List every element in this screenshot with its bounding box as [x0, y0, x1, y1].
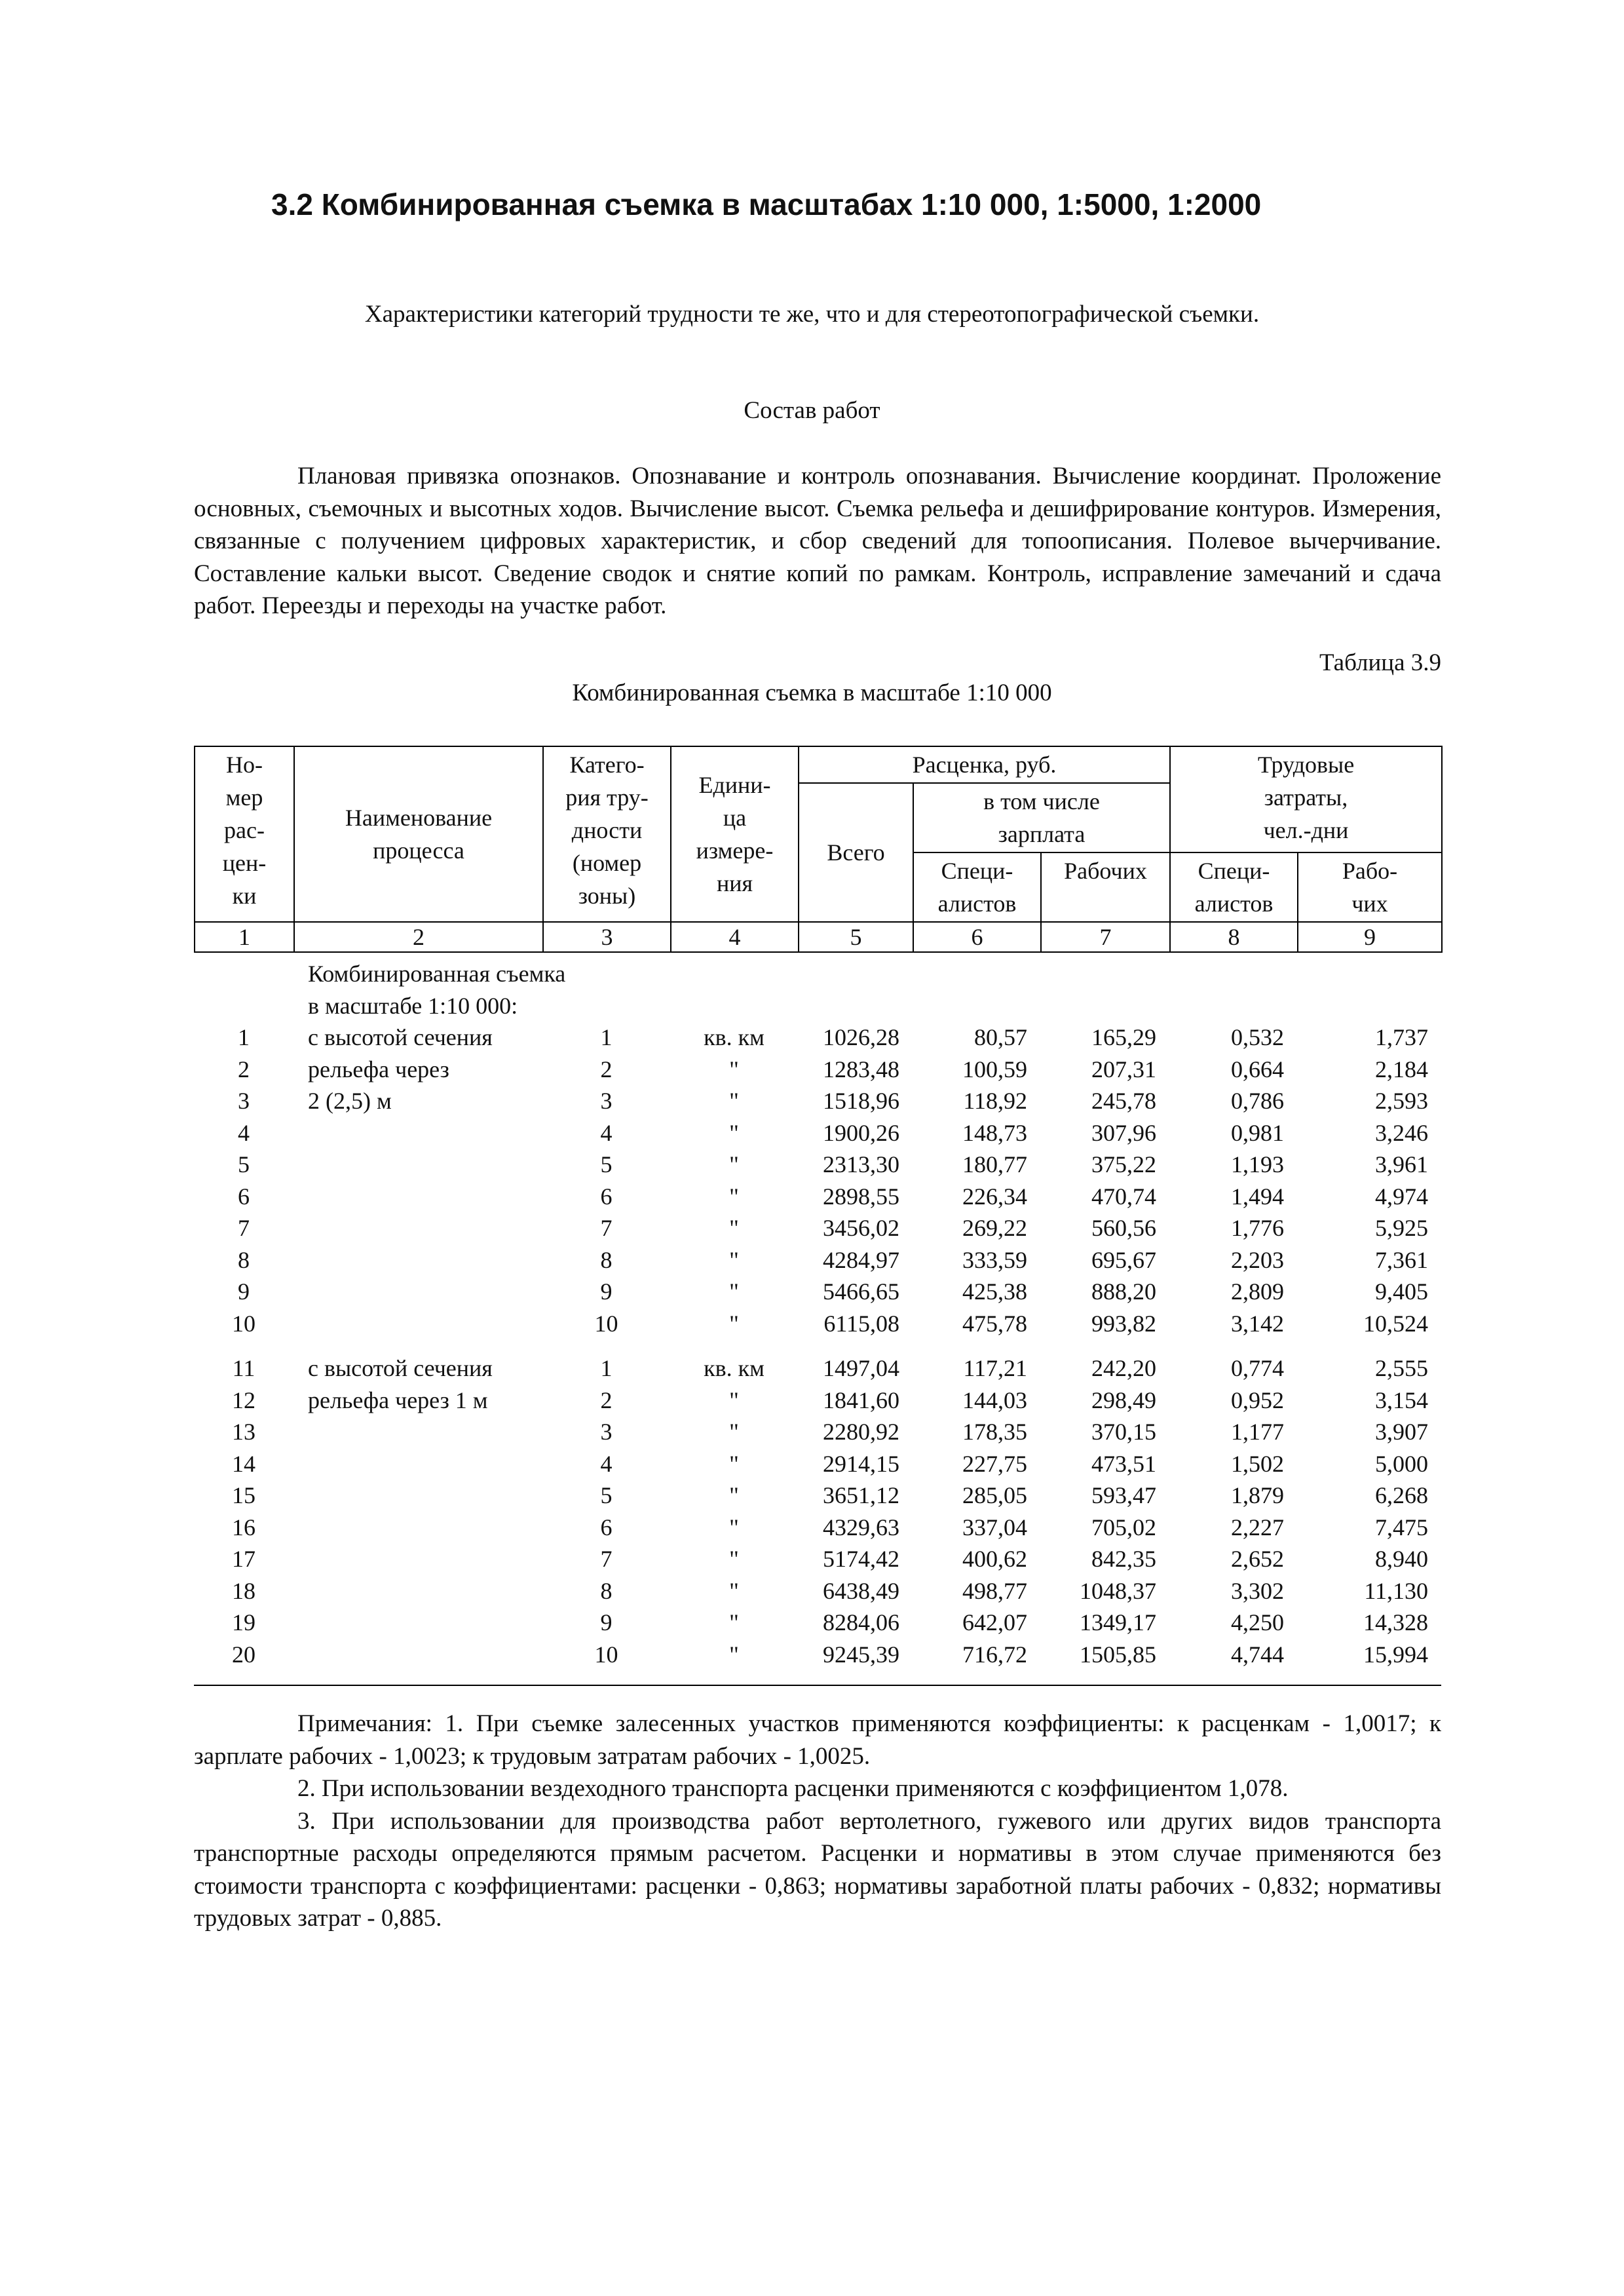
labor-specialists: 1,193	[1231, 1151, 1284, 1177]
salary-specialists: 144,03	[962, 1387, 1027, 1413]
salary-workers: 245,78	[1091, 1088, 1156, 1114]
empty-cell	[670, 958, 798, 990]
category: 7	[600, 1546, 613, 1572]
salary-specialists: 337,04	[962, 1514, 1027, 1540]
row-number: 19	[232, 1609, 255, 1636]
unit: "	[729, 1450, 739, 1477]
unit: "	[729, 1183, 739, 1210]
unit: "	[729, 1514, 739, 1540]
table-row	[194, 1543, 1441, 1575]
table-row	[194, 1054, 1441, 1086]
process-name	[293, 1181, 542, 1213]
spacer-cell	[1297, 1339, 1441, 1352]
table-row	[194, 1480, 1441, 1512]
group-spacer	[194, 1339, 1441, 1352]
category: 5	[600, 1151, 613, 1177]
empty-cell	[798, 990, 913, 1022]
table-row	[194, 1181, 1441, 1213]
category: 2	[600, 1056, 613, 1082]
process-name: с высотой сечения	[308, 1024, 493, 1050]
table-row	[194, 1448, 1441, 1480]
price-total: 6438,49	[823, 1577, 899, 1604]
labor-workers: 7,475	[1375, 1514, 1428, 1540]
price-total: 1841,60	[823, 1387, 899, 1413]
salary-specialists: 227,75	[962, 1450, 1027, 1477]
works-text: Плановая привязка опознаков. Опознавание и контроль опознавания. Вычисление координат. Проложение основных, съемочных и высотных ходов. Вычисление высот. Съемка рельефа и дешифрирование контуров. Измерения, связанные с получением цифровых характеристик, и сбор сведений для топоописания. Полевое вычерчивание. Составление кальки высот. Сведение сводок и снятие копий по рамкам. Контроль, исправление замечаний и сдача работ. Переезды и переходы на участке работ.	[194, 463, 1441, 619]
table-row	[194, 1416, 1441, 1448]
labor-specialists: 0,981	[1231, 1119, 1284, 1146]
category: 9	[600, 1609, 613, 1636]
row-number: 7	[238, 1215, 250, 1241]
header-workers: Рабочих	[1041, 852, 1170, 922]
table-row	[194, 1085, 1441, 1117]
empty-cell	[798, 958, 913, 990]
labor-specialists: 0,774	[1231, 1355, 1284, 1381]
salary-specialists: 400,62	[962, 1546, 1027, 1572]
column-number-row	[195, 922, 1442, 952]
price-total: 1497,04	[823, 1355, 899, 1381]
labor-specialists: 2,652	[1231, 1546, 1284, 1572]
works-heading: Состав работ	[744, 397, 880, 424]
labor-workers: 15,994	[1363, 1641, 1428, 1668]
spacer-cell	[1169, 1339, 1297, 1352]
labor-workers: 3,246	[1375, 1119, 1428, 1146]
table-row	[194, 1117, 1441, 1149]
spacer-cell	[1040, 1339, 1169, 1352]
salary-workers: 298,49	[1091, 1387, 1156, 1413]
spacer-cell	[542, 1339, 670, 1352]
row-number: 2	[238, 1056, 250, 1082]
labor-workers: 4,974	[1375, 1183, 1428, 1210]
salary-workers: 705,02	[1091, 1514, 1156, 1540]
salary-workers: 993,82	[1091, 1310, 1156, 1337]
category: 4	[600, 1450, 613, 1477]
table-row	[194, 1512, 1441, 1544]
labor-workers: 5,925	[1375, 1215, 1428, 1241]
empty-cell	[1297, 958, 1441, 990]
salary-specialists: 642,07	[962, 1609, 1027, 1636]
salary-specialists: 148,73	[962, 1119, 1027, 1146]
column-number: 1	[195, 922, 294, 952]
salary-workers: 593,47	[1091, 1482, 1156, 1508]
row-number: 12	[232, 1387, 255, 1413]
header-labor: Трудовые затраты, чел.-дни	[1170, 746, 1442, 852]
table-row	[194, 1639, 1441, 1671]
unit: "	[729, 1215, 739, 1241]
salary-workers: 370,15	[1091, 1419, 1156, 1445]
header-spec: Специ- алистов	[913, 852, 1041, 922]
spacer-cell	[913, 1339, 1040, 1352]
spacer-cell	[293, 1339, 542, 1352]
labor-specialists: 0,664	[1231, 1056, 1284, 1082]
process-name: с высотой сечения	[308, 1355, 493, 1381]
labor-specialists: 3,302	[1231, 1577, 1284, 1604]
salary-workers: 842,35	[1091, 1546, 1156, 1572]
notes	[194, 1708, 1441, 1935]
process-name	[293, 1308, 542, 1340]
table-row	[194, 1385, 1441, 1417]
empty-cell	[1040, 958, 1169, 990]
group-title: Комбинированная съемка	[308, 961, 566, 987]
header-name: Наименование процесса	[294, 746, 543, 922]
process-name	[293, 1639, 542, 1671]
price-total: 1026,28	[823, 1024, 899, 1050]
labor-workers: 7,361	[1375, 1246, 1428, 1273]
table-row	[194, 1212, 1441, 1244]
process-name	[293, 1607, 542, 1639]
salary-specialists: 285,05	[962, 1482, 1027, 1508]
header-unit: Едини- ца измере- ния	[671, 746, 799, 922]
category: 8	[600, 1246, 613, 1273]
unit: "	[729, 1119, 739, 1146]
table-row	[194, 1352, 1441, 1385]
price-total: 2898,55	[823, 1183, 899, 1210]
labor-workers: 3,907	[1375, 1419, 1428, 1445]
labor-workers: 5,000	[1375, 1450, 1428, 1477]
column-number: 9	[1298, 922, 1442, 952]
column-number: 8	[1170, 922, 1298, 952]
empty-cell	[670, 990, 798, 1022]
table-row	[194, 1276, 1441, 1308]
unit: "	[729, 1609, 739, 1636]
unit: "	[729, 1056, 739, 1082]
row-number: 8	[238, 1246, 250, 1273]
process-name	[293, 1117, 542, 1149]
table-body	[194, 958, 1441, 1670]
labor-specialists: 4,744	[1231, 1641, 1284, 1668]
category: 5	[600, 1482, 613, 1508]
labor-workers: 3,961	[1375, 1151, 1428, 1177]
row-number: 4	[238, 1119, 250, 1146]
header-category: Катего- рия тру- дности (номер зоны)	[543, 746, 671, 922]
category: 1	[600, 1024, 613, 1050]
column-number: 5	[799, 922, 913, 952]
category: 6	[600, 1514, 613, 1540]
process-name	[293, 1416, 542, 1448]
category: 9	[600, 1278, 613, 1305]
salary-workers: 307,96	[1091, 1119, 1156, 1146]
process-name	[293, 1212, 542, 1244]
price-total: 3456,02	[823, 1215, 899, 1241]
labor-specialists: 2,203	[1231, 1246, 1284, 1273]
salary-workers: 473,51	[1091, 1450, 1156, 1477]
salary-workers: 695,67	[1091, 1246, 1156, 1273]
note-item: 2. При использовании вездеходного транспорта расценки применяются с коэффициентом 1,078.	[297, 1775, 1289, 1802]
unit: "	[729, 1419, 739, 1445]
empty-cell	[1040, 990, 1169, 1022]
labor-workers: 8,940	[1375, 1546, 1428, 1572]
row-number	[194, 958, 293, 990]
salary-specialists: 178,35	[962, 1419, 1027, 1445]
table-title: Комбинированная съемка в масштабе 1:10 000	[572, 679, 1052, 706]
category: 2	[600, 1387, 613, 1413]
row-number: 20	[232, 1641, 255, 1668]
works-paragraph	[194, 460, 1441, 622]
empty-cell	[1169, 990, 1297, 1022]
table-row	[194, 1022, 1441, 1054]
price-total: 2914,15	[823, 1450, 899, 1477]
row-number: 14	[232, 1450, 255, 1477]
empty-cell	[913, 958, 1040, 990]
category: 1	[600, 1355, 613, 1381]
header-labor-workers: Рабо- чих	[1298, 852, 1442, 922]
group-title-row	[194, 958, 1441, 990]
group-title: в масштабе 1:10 000:	[308, 992, 518, 1019]
salary-workers: 1505,85	[1080, 1641, 1156, 1668]
salary-specialists: 425,38	[962, 1278, 1027, 1305]
table-row	[194, 1607, 1441, 1639]
process-name	[293, 1149, 542, 1181]
price-total: 4329,63	[823, 1514, 899, 1540]
header-price: Расценка, руб.	[799, 746, 1170, 783]
labor-specialists: 1,177	[1231, 1419, 1284, 1445]
labor-specialists: 0,952	[1231, 1387, 1284, 1413]
intro-text: Характеристики категорий трудности те же, что и для стереотопографической съемки.	[364, 301, 1260, 328]
row-number: 5	[238, 1151, 250, 1177]
column-number: 6	[913, 922, 1041, 952]
labor-specialists: 1,502	[1231, 1450, 1284, 1477]
salary-specialists: 269,22	[962, 1215, 1027, 1241]
row-number: 18	[232, 1577, 255, 1604]
process-name: 2 (2,5) м	[308, 1088, 392, 1114]
unit: "	[729, 1577, 739, 1604]
process-name	[293, 1276, 542, 1308]
salary-specialists: 716,72	[962, 1641, 1027, 1668]
salary-workers: 1048,37	[1080, 1577, 1156, 1604]
salary-specialists: 498,77	[962, 1577, 1027, 1604]
category: 4	[600, 1119, 613, 1146]
labor-specialists: 1,494	[1231, 1183, 1284, 1210]
price-total: 5174,42	[823, 1546, 899, 1572]
row-number: 11	[232, 1355, 255, 1381]
unit: кв. км	[704, 1355, 765, 1381]
unit: "	[729, 1387, 739, 1413]
labor-workers: 11,130	[1364, 1577, 1428, 1604]
row-number: 1	[238, 1024, 250, 1050]
row-number: 17	[232, 1546, 255, 1572]
unit: "	[729, 1246, 739, 1273]
table-row	[194, 1575, 1441, 1607]
unit: "	[729, 1151, 739, 1177]
category: 3	[600, 1419, 613, 1445]
labor-specialists: 2,227	[1231, 1514, 1284, 1540]
note-item: Примечания: 1. При съемке залесенных участков применяются коэффициенты: к расценкам - 1,0017; к зарплате рабочих - 1,0023; к трудовым затратам рабочих - 1,0025.	[194, 1710, 1441, 1770]
empty-cell	[1297, 990, 1441, 1022]
labor-specialists: 4,250	[1231, 1609, 1284, 1636]
row-number: 3	[238, 1088, 250, 1114]
salary-specialists: 226,34	[962, 1183, 1027, 1210]
unit: кв. км	[704, 1024, 765, 1050]
column-number: 3	[543, 922, 671, 952]
note-item: 3. При использовании для производства работ вертолетного, гужевого или других видов транспорта транспортные расходы определяются прямым расчетом. Расценки и нормативы в этом случае применяются без стоимости транспорта с коэффициентами: расценки - 0,863; нормативы заработной платы рабочих - 0,832; нормативы трудовых затрат - 0,885.	[194, 1807, 1441, 1932]
labor-workers: 2,593	[1375, 1088, 1428, 1114]
row-number: 16	[232, 1514, 255, 1540]
price-total: 5466,65	[823, 1278, 899, 1305]
unit: "	[729, 1641, 739, 1668]
salary-workers: 560,56	[1091, 1215, 1156, 1241]
salary-workers: 207,31	[1091, 1056, 1156, 1082]
price-total: 2313,30	[823, 1151, 899, 1177]
price-total: 9245,39	[823, 1641, 899, 1668]
category: 10	[594, 1310, 618, 1337]
salary-specialists: 180,77	[962, 1151, 1027, 1177]
empty-cell	[913, 990, 1040, 1022]
price-total: 2280,92	[823, 1419, 899, 1445]
salary-workers: 470,74	[1091, 1183, 1156, 1210]
unit: "	[729, 1310, 739, 1337]
category: 7	[600, 1215, 613, 1241]
labor-specialists: 0,532	[1231, 1024, 1284, 1050]
salary-specialists: 118,92	[963, 1088, 1027, 1114]
price-total: 3651,12	[823, 1482, 899, 1508]
table-row	[194, 1244, 1441, 1276]
unit: "	[729, 1546, 739, 1572]
labor-workers: 6,268	[1375, 1482, 1428, 1508]
labor-workers: 1,737	[1375, 1024, 1428, 1050]
header-num: Но- мер рас- цен- ки	[195, 746, 294, 922]
process-name: рельефа через 1 м	[308, 1387, 488, 1413]
process-name	[293, 1512, 542, 1544]
labor-specialists: 2,809	[1231, 1278, 1284, 1305]
process-name	[293, 1448, 542, 1480]
labor-workers: 9,405	[1375, 1278, 1428, 1305]
labor-workers: 10,524	[1363, 1310, 1428, 1337]
column-number: 4	[671, 922, 799, 952]
salary-specialists: 100,59	[962, 1056, 1027, 1082]
group-title-row	[194, 990, 1441, 1022]
category: 6	[600, 1183, 613, 1210]
price-total: 4284,97	[823, 1246, 899, 1273]
labor-specialists: 0,786	[1231, 1088, 1284, 1114]
row-number: 10	[232, 1310, 255, 1337]
empty-cell	[1169, 958, 1297, 990]
labor-workers: 14,328	[1363, 1609, 1428, 1636]
spacer-cell	[670, 1339, 798, 1352]
price-total: 1900,26	[823, 1119, 899, 1146]
salary-workers: 888,20	[1091, 1278, 1156, 1305]
process-name	[293, 1244, 542, 1276]
labor-workers: 2,184	[1375, 1056, 1428, 1082]
salary-workers: 165,29	[1091, 1024, 1156, 1050]
header-total: Всего	[799, 783, 913, 922]
header-incl: в том числе зарплата	[913, 783, 1170, 852]
process-name: рельефа через	[308, 1056, 449, 1082]
process-name	[293, 1543, 542, 1575]
unit: "	[729, 1278, 739, 1305]
salary-workers: 242,20	[1091, 1355, 1156, 1381]
table-header	[194, 746, 1443, 953]
row-number: 9	[238, 1278, 250, 1305]
header-labor-spec: Специ- алистов	[1170, 852, 1298, 922]
table-row	[194, 1308, 1441, 1340]
unit: "	[729, 1482, 739, 1508]
row-number	[194, 990, 293, 1022]
row-number: 6	[238, 1183, 250, 1210]
salary-workers: 375,22	[1091, 1151, 1156, 1177]
row-number: 15	[232, 1482, 255, 1508]
labor-specialists: 3,142	[1231, 1310, 1284, 1337]
table-bottom-rule	[194, 1685, 1441, 1686]
salary-workers: 1349,17	[1080, 1609, 1156, 1636]
row-number: 13	[232, 1419, 255, 1445]
category: 3	[600, 1088, 613, 1114]
labor-workers: 3,154	[1375, 1387, 1428, 1413]
category: 10	[594, 1641, 618, 1668]
spacer-cell	[194, 1339, 293, 1352]
empty-cell	[542, 990, 670, 1022]
category: 8	[600, 1577, 613, 1604]
column-number: 7	[1041, 922, 1170, 952]
table-label: Таблица 3.9	[1319, 649, 1441, 676]
unit: "	[729, 1088, 739, 1114]
price-total: 8284,06	[823, 1609, 899, 1636]
price-total: 1283,48	[823, 1056, 899, 1082]
table-row	[194, 1149, 1441, 1181]
column-number: 2	[294, 922, 543, 952]
labor-specialists: 1,776	[1231, 1215, 1284, 1241]
salary-specialists: 80,57	[974, 1024, 1027, 1050]
salary-specialists: 333,59	[962, 1246, 1027, 1273]
price-total: 6115,08	[823, 1310, 899, 1337]
labor-workers: 2,555	[1375, 1355, 1428, 1381]
process-name	[293, 1575, 542, 1607]
labor-specialists: 1,879	[1231, 1482, 1284, 1508]
spacer-cell	[798, 1339, 913, 1352]
price-total: 1518,96	[823, 1088, 899, 1114]
process-name	[293, 1480, 542, 1512]
salary-specialists: 475,78	[962, 1310, 1027, 1337]
salary-specialists: 117,21	[963, 1355, 1027, 1381]
section-heading: 3.2 Комбинированная съемка в масштабах 1:10 000, 1:5000, 1:2000	[271, 187, 1262, 221]
